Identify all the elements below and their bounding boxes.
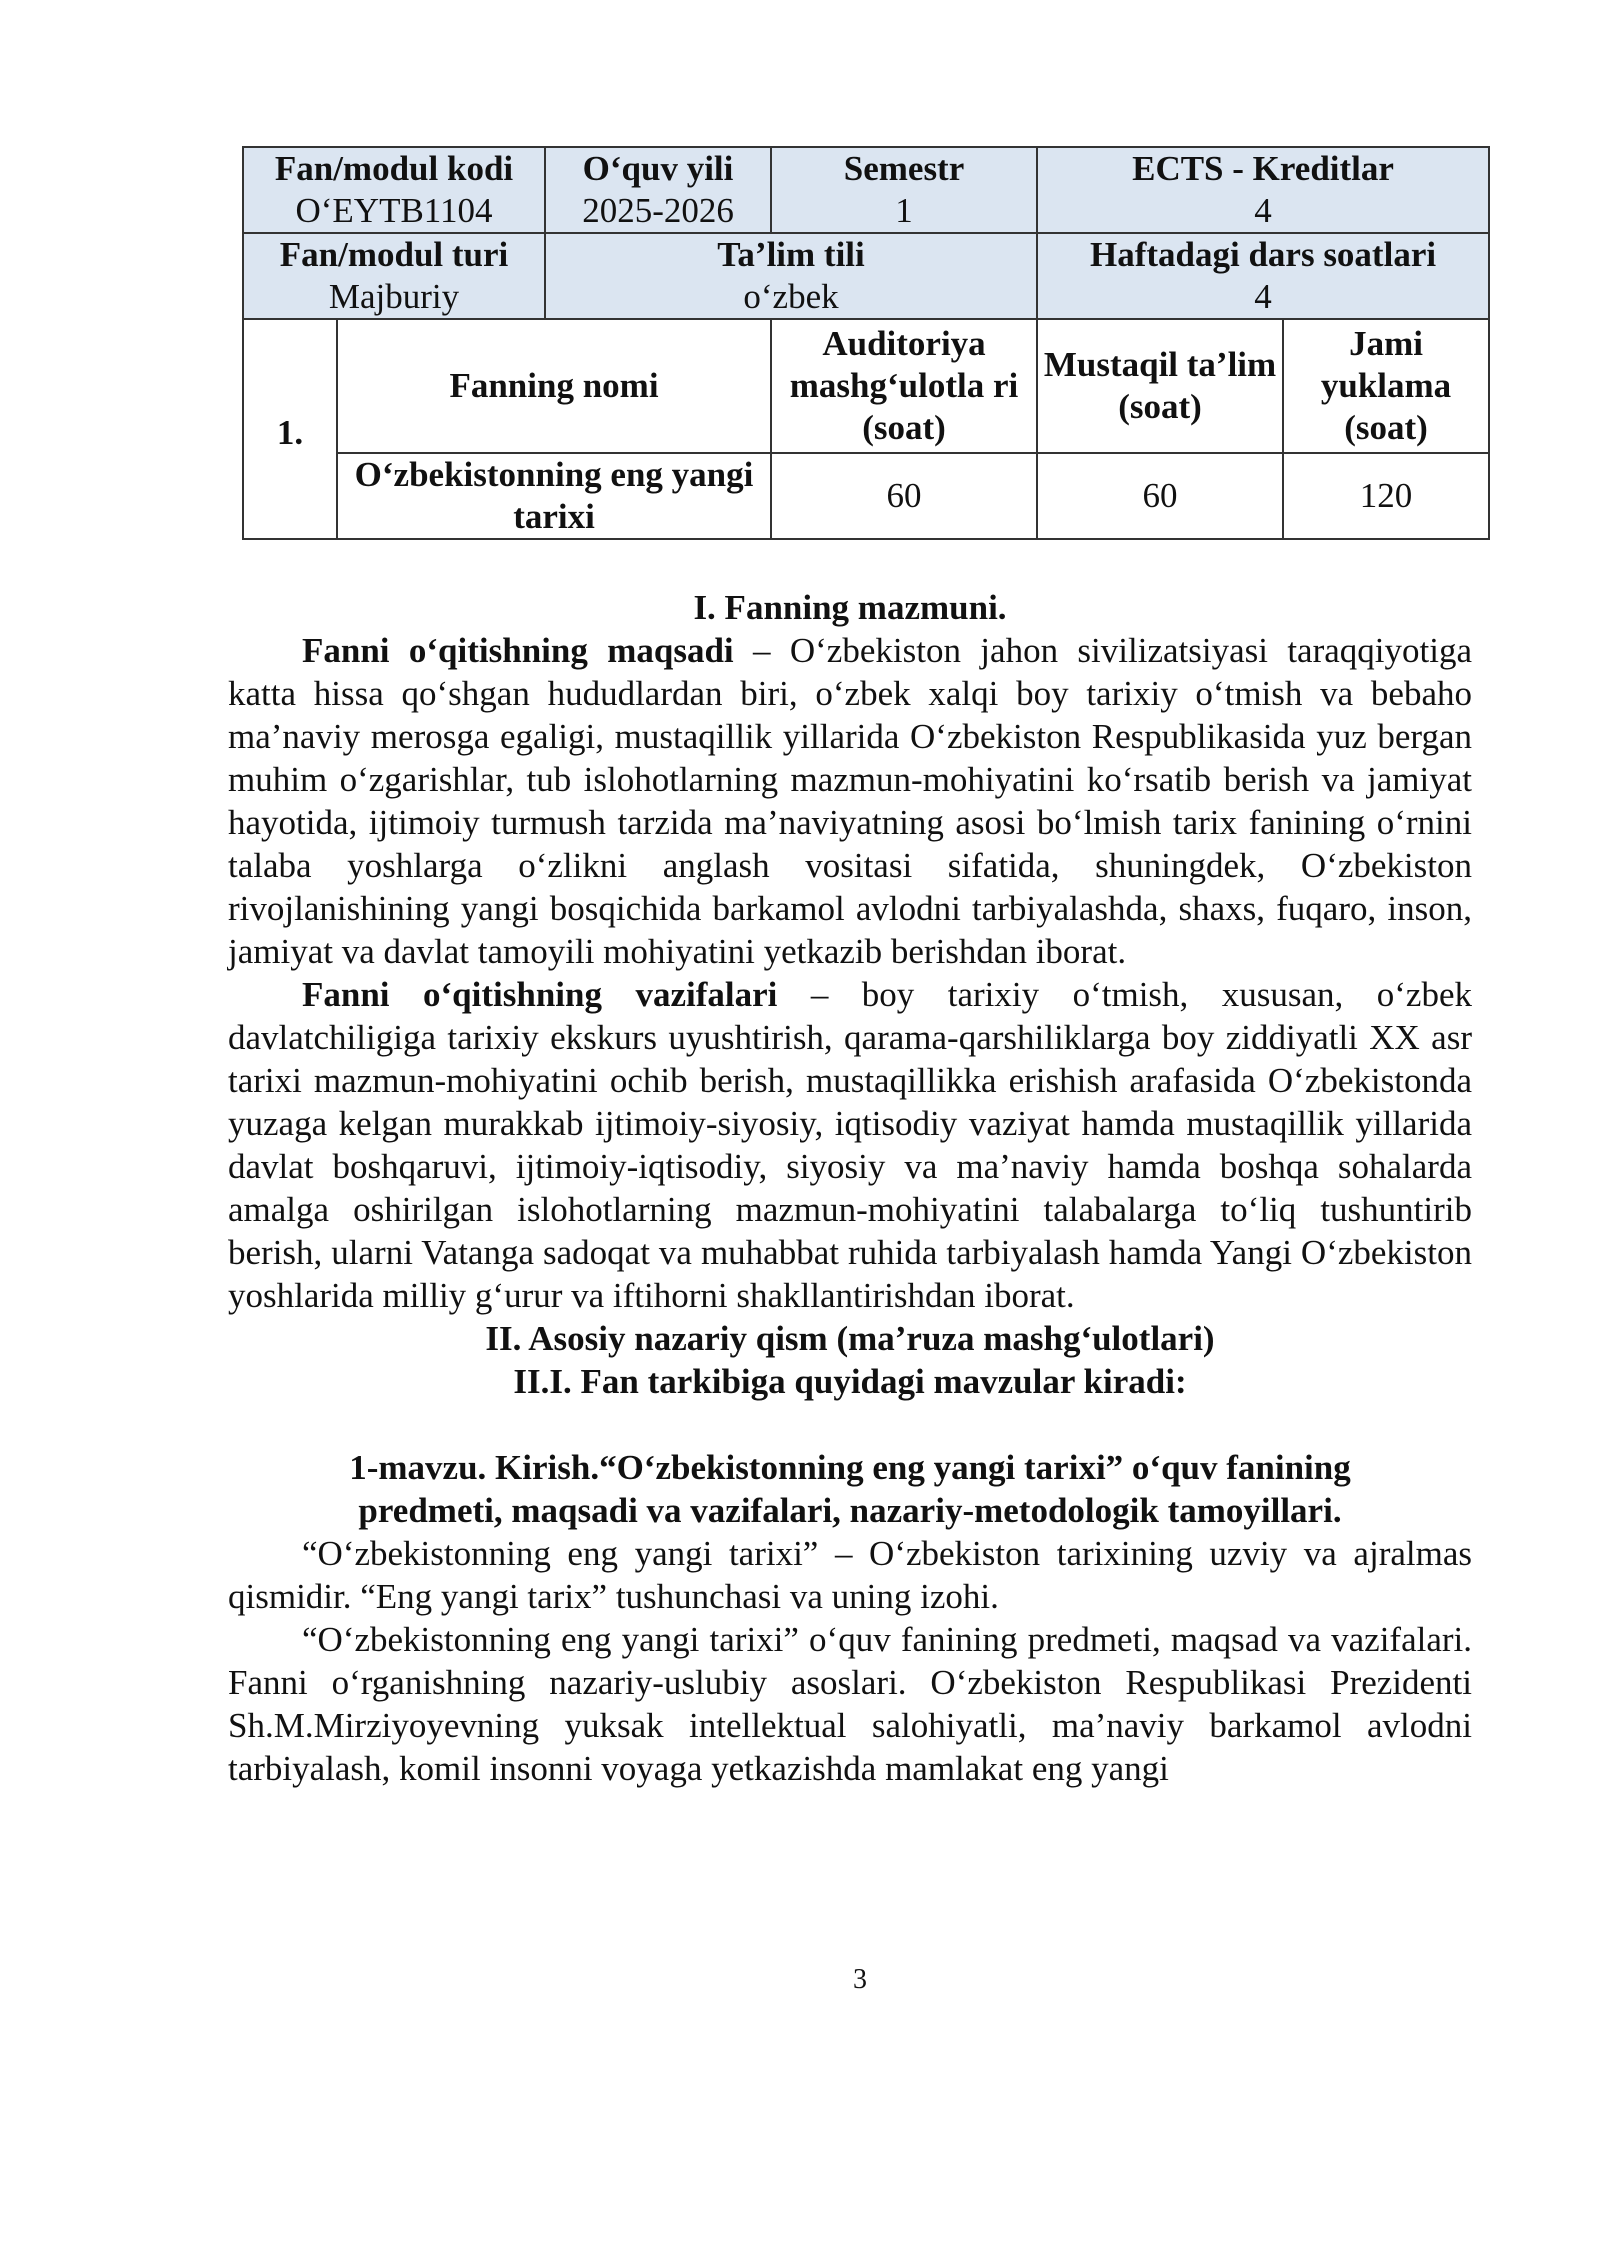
page-number: 3 [853, 1964, 867, 1995]
mustaqil-header: Mustaqil ta’lim (soat) [1037, 319, 1283, 453]
section-heading: II. Asosiy nazariy qism (ma’ruza mashg‘ulotlari) [485, 1319, 1215, 1358]
table-row [243, 319, 1489, 453]
cell-value: 2025-2026 [582, 191, 734, 230]
paragraph-lead: Fanni o‘qitishning vazifalari [302, 975, 778, 1014]
cell-value: o‘zbek [743, 277, 839, 316]
language-cell [545, 233, 1037, 319]
cell-label: Semestr [843, 149, 965, 188]
paragraph-aim [228, 629, 1472, 973]
row-number: 1. [243, 319, 337, 539]
cell-value: 1 [895, 191, 913, 230]
cell-value: 4 [1254, 277, 1272, 316]
study-year-cell [545, 147, 771, 233]
cell-label: Haftadagi dars soatlari [1089, 235, 1437, 274]
module-type-cell [243, 233, 545, 319]
weekly-hours-cell [1037, 233, 1489, 319]
ects-credits-cell [1037, 147, 1489, 233]
mustaqil-value: 60 [1037, 453, 1283, 539]
auditoriya-header: Auditoriya mashg‘ulotla ri (soat) [771, 319, 1037, 453]
document-body [228, 586, 1472, 1790]
topic-heading [228, 1446, 1472, 1532]
cell-label: O‘quv yili [582, 149, 734, 188]
subject-name-value: O‘zbekistonning eng yangi tarixi [337, 453, 771, 539]
table-row [243, 233, 1489, 319]
semester-cell [771, 147, 1037, 233]
paragraph: “O‘zbekistonning eng yangi tarixi” o‘quv fanining predmeti, maqsad va vazifalari. Fanni o‘rganishning nazariy-uslubiy asoslari. O‘zbekiston Respublikasi Prezidenti Sh.M.Mirziyoyevning yuksak intellektual salohiyatli, ma’naviy barkamol avlodni tarbiyalash, komil insonni voyaga yetkazishda mamlakat eng yangi [228, 1620, 1472, 1788]
cell-label: Fan/modul kodi [274, 149, 514, 188]
cell-value: O‘EYTB1104 [295, 191, 493, 230]
topic-line: 1-mavzu. Kirish.“O‘zbekistonning eng yangi tarixi” o‘quv fanining [349, 1448, 1351, 1487]
module-code-cell [243, 147, 545, 233]
table-row [243, 453, 1489, 539]
subject-name-header: Fanning nomi [337, 319, 771, 453]
cell-label: ECTS - Kreditlar [1132, 149, 1394, 188]
course-info-table [242, 146, 1490, 540]
cell-value: 4 [1254, 191, 1272, 230]
topic-line: predmeti, maqsadi va vazifalari, nazariy-metodologik tamoyillari. [358, 1491, 1342, 1530]
jami-header: Jami yuklama (soat) [1283, 319, 1489, 453]
section-heading: I. Fanning mazmuni. [693, 588, 1007, 627]
jami-value: 120 [1283, 453, 1489, 539]
paragraph: “O‘zbekistonning eng yangi tarixi” – O‘zbekiston tarixining uzviy va ajralmas qismidir. “Eng yangi tarix” tushunchasi va uning izohi. [228, 1534, 1472, 1616]
paragraph-text: – boy tarixiy o‘tmish, xususan, o‘zbek davlatchiligiga tarixiy ekskurs uyushtirish, qarama-qarshiliklarga boy ziddiyatli XX asr tarixi mazmun-mohiyatini ochib berish, mustaqillikka erishish arafasida O‘zbekistonda yuzaga kelgan murakkab ijtimoiy-siyosiy, iqtisodiy vaziyat hamda mustaqillik yillarida davlat boshqaruvi, ijtimoiy-iqtisodiy, siyosiy va ma’naviy hamda boshqa sohalarda amalga oshirilgan islohotlarning mazmun-mohiyatini talabalarga to‘liq tushuntirib berish, ularni Vatanga sadoqat va muhabbat ruhida tarbiyalash hamda Yangi O‘zbekiston yoshlarida milliy g‘urur va iftihorni shakllantirishdan iborat. [228, 975, 1472, 1315]
section-subheading: II.I. Fan tarkibiga quyidagi mavzular kiradi: [513, 1362, 1187, 1401]
auditoriya-value: 60 [771, 453, 1037, 539]
cell-label: Ta’lim tili [717, 235, 865, 274]
cell-label: Fan/modul turi [279, 235, 509, 274]
paragraph-lead: Fanni o‘qitishning maqsadi [302, 631, 734, 670]
table-row [243, 147, 1489, 233]
cell-value: Majburiy [328, 277, 460, 316]
paragraph-tasks [228, 973, 1472, 1317]
paragraph-text: – O‘zbekiston jahon sivilizatsiyasi taraqqiyotiga katta hissa qo‘shgan hududlardan biri, o‘zbek xalqi boy tarixiy o‘tmish va bebaho ma’naviy merosga egaligi, mustaqillik yillarida O‘zbekiston Respublikasida yuz bergan muhim o‘zgarishlar, tub islohotlarning mazmun-mohiyatini ko‘rsatib berish va jamiyat hayotida, ijtimoiy turmush tarzida ma’naviyatning asosi bo‘lmish tarix fanining o‘rnini talaba yoshlarga o‘zlikni anglash vositasi sifatida, shuningdek, O‘zbekiston rivojlanishining yangi bosqichida barkamol avlodni tarbiyalashda, shaxs, fuqaro, inson, jamiyat va davlat tamoyili mohiyatini yetkazib berishdan iborat. [228, 631, 1472, 971]
